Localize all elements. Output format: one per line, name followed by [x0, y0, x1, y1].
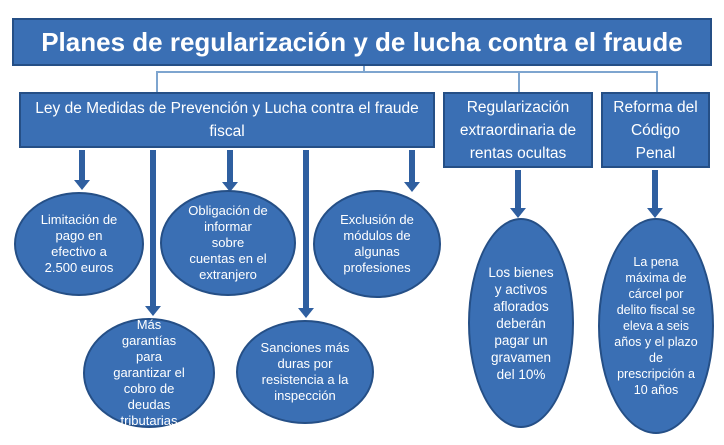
connector-ley: [156, 71, 158, 93]
limitacion-text: Limitación de pago en efectivo a 2.500 euros: [40, 212, 118, 275]
node-pena-maxima: [598, 218, 714, 434]
connector-reforma: [656, 71, 658, 93]
header-regularizacion: Regularización extraordinaria de rentas ocultas: [443, 92, 593, 168]
garantias-text: Más garantías para garantizar el cobro de deudas tributarias: [113, 317, 185, 428]
node-limitacion-pago-efectivo: [14, 192, 144, 296]
pena-text: La pena máxima de cárcel por delito fiscal se eleva a seis años y el plazo de prescripción a 10 años: [614, 255, 698, 397]
obligacion-text: Obligación de informar sobre cuentas en el extranjero: [188, 203, 268, 282]
arrow-to-exclusion: [404, 150, 420, 192]
node-sanciones-mas-duras: [236, 320, 374, 424]
arrow-to-bienes: [510, 170, 526, 218]
node-mas-garantias: [83, 318, 215, 428]
node-bienes-activos: [468, 218, 574, 428]
arrow-to-garantias: [145, 150, 161, 316]
arrow-to-sanciones: [298, 150, 314, 318]
arrow-to-pena: [647, 170, 663, 218]
node-exclusion-modulos: [313, 190, 441, 298]
connector-horizontal: [156, 71, 658, 73]
node-obligacion-informar: [160, 190, 296, 296]
connector-regularizacion: [518, 71, 520, 93]
exclusion-text: Exclusión de módulos de algunas profesiones: [340, 212, 414, 275]
diagram-title: Planes de regularización y de lucha contra el fraude: [12, 18, 712, 66]
sanciones-text: Sanciones más duras por resistencia a la inspección: [260, 340, 350, 403]
arrow-to-limitacion: [74, 150, 90, 190]
header-reforma-codigo-penal: Reforma del Código Penal: [601, 92, 710, 168]
arrow-to-obligacion: [222, 150, 238, 192]
header-ley-medidas: Ley de Medidas de Prevención y Lucha contra el fraude fiscal: [19, 92, 435, 148]
bienes-text: Los bienes y activos aflorados deberán pagar un gravamen del 10%: [488, 264, 554, 382]
